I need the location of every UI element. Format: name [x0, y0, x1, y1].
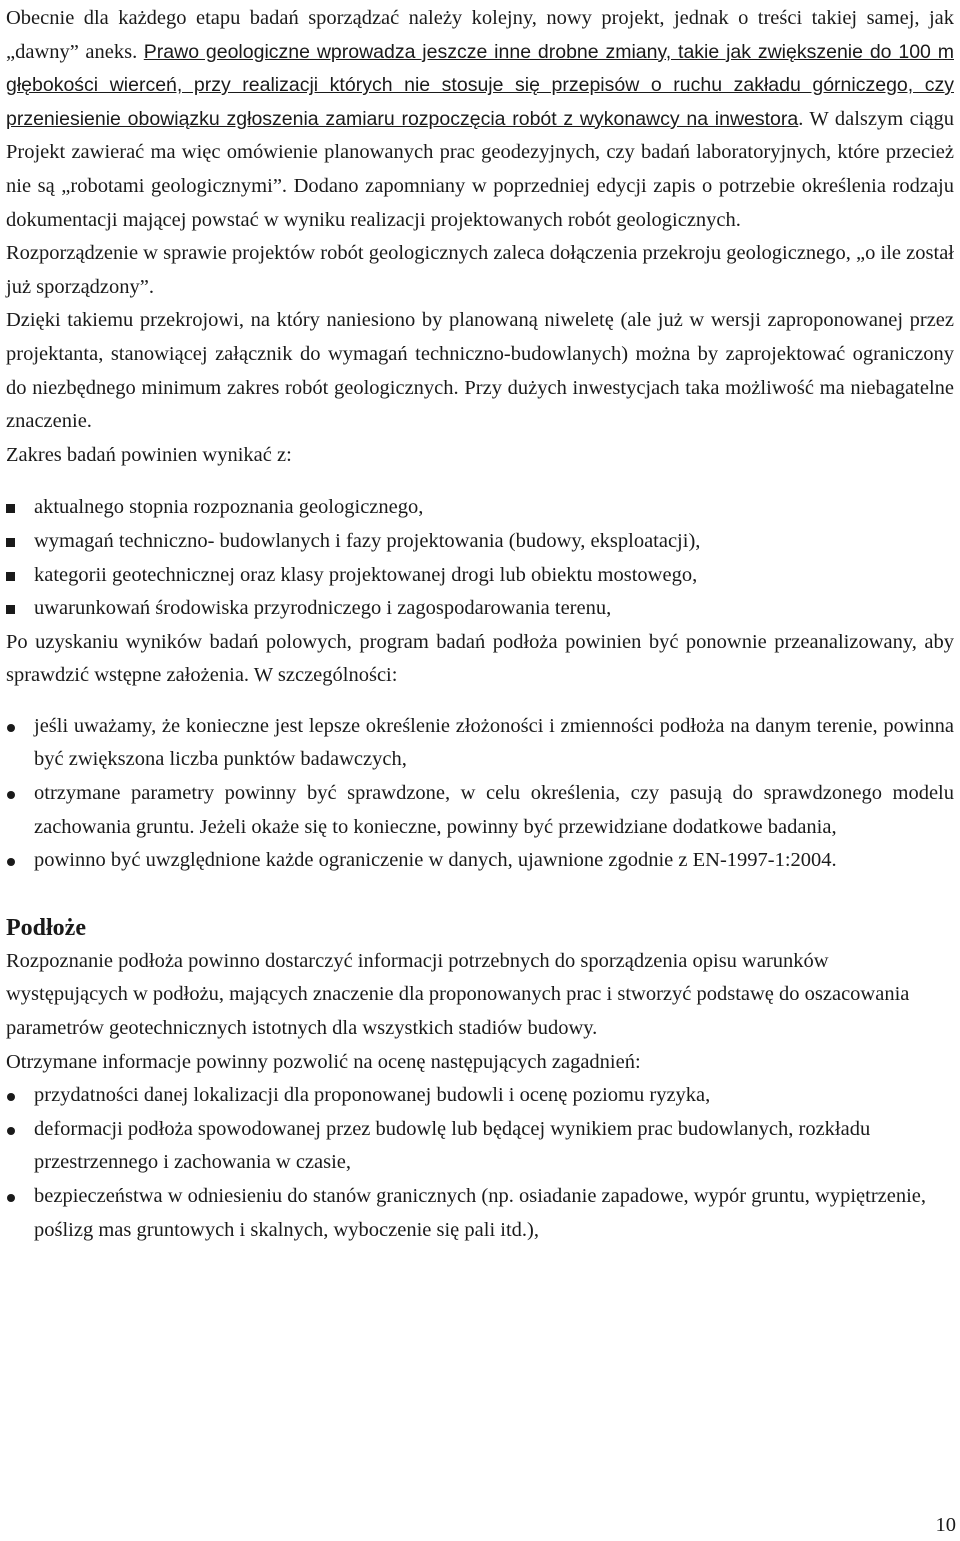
intro-text-c: . W dalszym ciągu Projekt zawierać ma więc omówienie planowanych prac geodezyjnych, czy badań laboratoryjnych, które przecież nie są „robotami geologicznymi”. Dodano zapomniany w poprzedniej edycji zapis o potrzebie określenia rodzaju dokumentacji mającej powstać w wyniku realizacji projektowanych robót geologicznych. [6, 107, 954, 231]
round-bullet-icon [6, 1079, 26, 1113]
paragraph-regulation: Rozporządzenie w sprawie projektów robót geologicznych zaleca dołączenia przekroju geologicznego, „o ile został już sporządzony”. [6, 242, 954, 298]
paragraph-cross-section: Dzięki takiemu przekrojowi, na który naniesiono by planowaną niweletę (ale już w wersji zaproponowanej przez projektanta, stanowiącej załącznik do wymagań techniczno-budowlanych) można by zaprojektować ograniczony do niezbędnego minimum zakres robót geologicznych. Przy dużych inwestycjach taka możliwość ma niebagatelne znaczenie. [6, 309, 954, 433]
paragraph-intro [6, 2, 954, 237]
paragraph-information-lead: Otrzymane informacje powinny pozwolić na ocenę następujących zagadnień: [6, 1050, 641, 1073]
square-bullet-icon [6, 559, 26, 593]
paragraph-scope-lead: Zakres badań powinien wynikać z: [6, 443, 292, 466]
particulars-list [6, 710, 954, 878]
round-bullet-icon [6, 710, 26, 744]
round-bullet-icon [6, 1113, 26, 1147]
round-bullet-icon [6, 844, 26, 878]
round-bullet-icon [6, 777, 26, 811]
list-item: bezpieczeństwa w odniesieniu do stanów granicznych (np. osiadanie zapadowe, wypór gruntu, wypiętrzenie, poślizg mas gruntowych i skalnych, wyboczenie się pali itd.), [6, 1180, 954, 1247]
round-bullet-icon [6, 1180, 26, 1214]
assessment-list [6, 1079, 954, 1247]
list-item: kategorii geotechnicznej oraz klasy projektowanej drogi lub obiektu mostowego, [6, 559, 954, 593]
list-item: uwarunkowań środowiska przyrodniczego i zagospodarowania terenu, [6, 592, 954, 626]
list-item: aktualnego stopnia rozpoznania geologicznego, [6, 491, 954, 525]
paragraph-field-results: Po uzyskaniu wyników badań polowych, program badań podłoża powinien być ponownie przeanalizowany, aby sprawdzić wstępne założenia. W szczególności: [6, 630, 954, 687]
list-item: przydatności danej lokalizacji dla proponowanej budowli i ocenę poziomu ryzyka, [6, 1079, 954, 1113]
document-page [6, 0, 954, 1247]
list-item: wymagań techniczno- budowlanych i fazy projektowania (budowy, eksploatacji), [6, 525, 954, 559]
square-bullet-icon [6, 525, 26, 559]
intro-text-a: Obecnie dla każdego etapu badań sporządzać należy kolejny, nowy projekt, jednak o treści takiej samej, jak „dawny” aneks. [6, 7, 954, 63]
scope-list [6, 491, 954, 625]
section-heading: Podłoże [6, 914, 86, 941]
intro-text-underlined: Prawo geologiczne wprowadza jeszcze inne drobne zmiany, takie jak zwiększenie do 100 m głębokości wierceń, przy realizacji których nie stosuje się przepisów o ruchu zakładu górniczego, czy przeniesienie obowiązku zgłoszenia zamiaru rozpoczęcia robót z wykonawcy na inwestora [6, 40, 954, 130]
list-item: deformacji podłoża spowodowanej przez budowlę lub będącej wynikiem prac budowlanych, rozkładu przestrzennego i zachowania w czasie, [6, 1113, 954, 1180]
page-number: 10 [935, 1514, 956, 1536]
square-bullet-icon [6, 592, 26, 626]
square-bullet-icon [6, 491, 26, 525]
list-item: powinno być uwzględnione każde ograniczenie w danych, ujawnione zgodnie z EN-1997-1:2004. [6, 844, 954, 878]
list-item: jeśli uważamy, że konieczne jest lepsze określenie złożoności i zmienności podłoża na danym terenie, powinna być zwiększona liczba punktów badawczych, [6, 710, 954, 777]
list-item: otrzymane parametry powinny być sprawdzone, w celu określenia, czy pasują do sprawdzonego modelu zachowania gruntu. Jeżeli okaże się to konieczne, powinny być przewidziane dodatkowe badania, [6, 777, 954, 844]
paragraph-subsoil: Rozpoznanie podłoża powinno dostarczyć informacji potrzebnych do sporządzenia opisu warunków występujących w podłożu, mających znaczenie dla proponowanych prac i stworzyć podstawę do oszacowania parametrów geotechnicznych istotnych dla wszystkich stadiów budowy. [6, 949, 910, 1040]
